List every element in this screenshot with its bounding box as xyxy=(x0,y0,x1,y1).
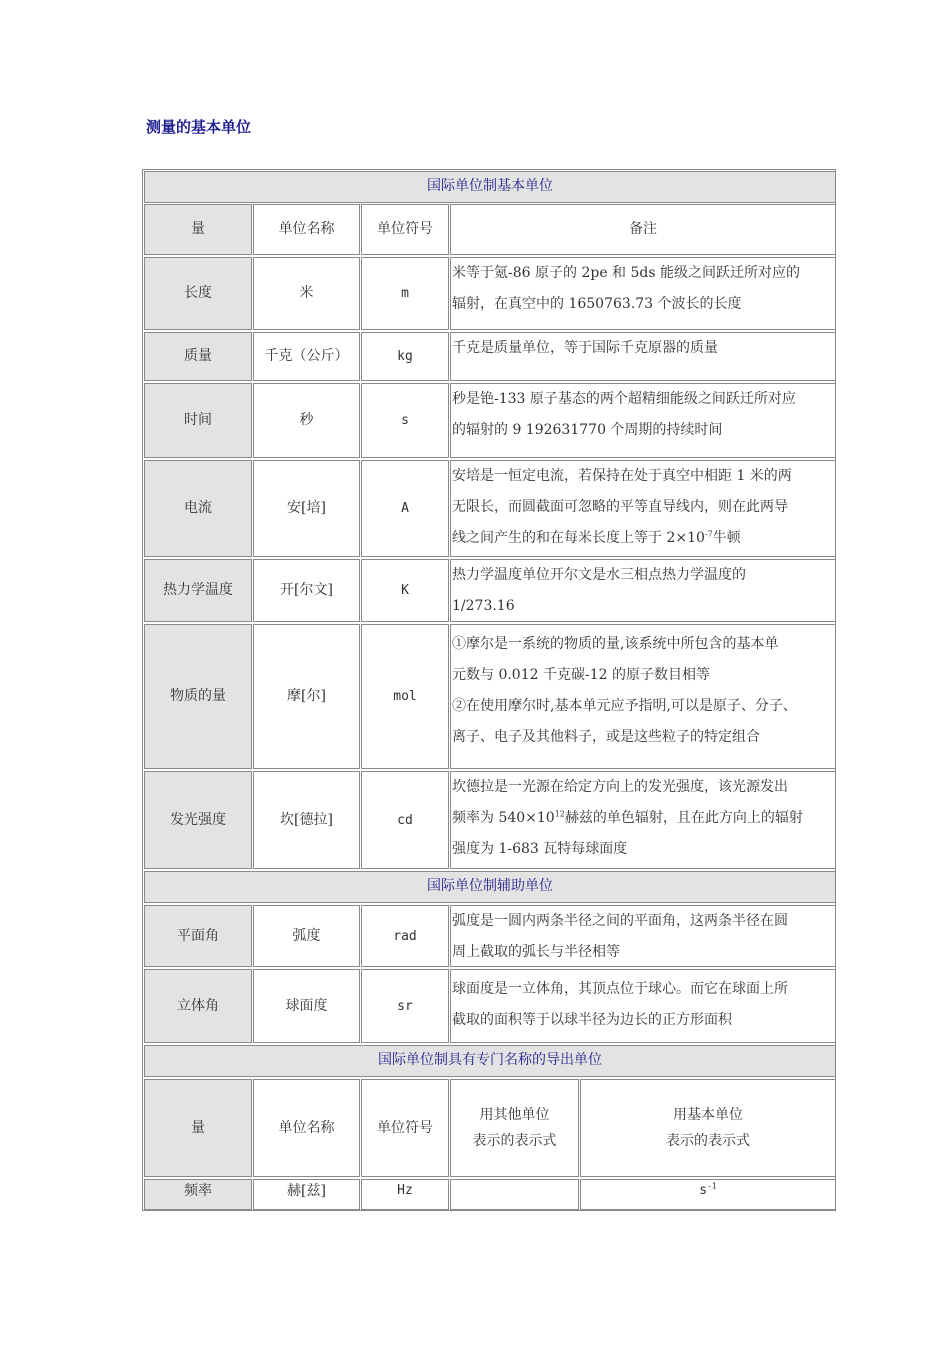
row-amount-quantity: 物质的量 xyxy=(144,624,252,769)
derived-header-unit-name: 单位名称 xyxy=(253,1079,360,1177)
note-line: 千克是质量单位，等于国际千克原器的质量 xyxy=(452,340,718,356)
row-frequency-unit-symbol: Hz xyxy=(361,1179,449,1210)
row-current-quantity: 电流 xyxy=(144,460,252,557)
note-line: 周上截取的弧长与半径相等 xyxy=(452,944,620,960)
header-unit-name: 单位名称 xyxy=(253,204,360,255)
note-line: 热力学温度单位开尔文是水三相点热力学温度的 xyxy=(452,567,746,583)
note-text: 线之间产生的和在每米长度上等于 2×10 xyxy=(452,530,705,546)
row-solid-angle-quantity: 立体角 xyxy=(144,969,252,1043)
note-line: 弧度是一圆内两条半径之间的平面角，这两条半径在圆 xyxy=(452,913,788,929)
note-text: 牛顿 xyxy=(712,530,741,546)
header-line: 用其他单位 xyxy=(479,1107,550,1123)
row-mass-quantity: 质量 xyxy=(144,332,252,381)
row-mass-unit-symbol: kg xyxy=(361,332,449,381)
note-line xyxy=(452,523,834,554)
note-line: ①摩尔是一系统的物质的量,该系统中所包含的基本单 xyxy=(452,636,779,652)
header-quantity: 量 xyxy=(144,204,252,255)
exponent: -1 xyxy=(707,1181,717,1191)
section-header-derived-units: 国际单位制具有专门名称的导出单位 xyxy=(144,1045,836,1077)
row-plane-angle-unit-symbol: rad xyxy=(361,905,449,967)
row-frequency-base-expression xyxy=(580,1179,836,1210)
note-text: 赫兹的单色辐射，且在此方向上的辐射 xyxy=(564,810,803,826)
note-line: 离子、电子及其他料子，或是这些粒子的特定组合 xyxy=(452,729,760,745)
row-current-note xyxy=(450,460,836,557)
note-line: 米等于氪-86 原子的 2pe 和 5ds 能级之间跃迁所对应的 xyxy=(452,265,801,281)
row-frequency-other-expression xyxy=(450,1179,579,1210)
note-line xyxy=(452,803,834,834)
row-plane-angle-unit-name: 弧度 xyxy=(253,905,360,967)
row-temperature-unit-symbol: K xyxy=(361,559,449,622)
row-solid-angle-note xyxy=(450,969,836,1043)
note-line: 的辐射的 9 192631770 个周期的持续时间 xyxy=(452,422,723,438)
row-time-unit-symbol: s xyxy=(361,383,449,458)
row-current-unit-name: 安[培] xyxy=(253,460,360,557)
header-unit-symbol: 单位符号 xyxy=(361,204,449,255)
row-luminous-unit-symbol: cd xyxy=(361,771,449,869)
section-header-supplementary-units: 国际单位制辅助单位 xyxy=(144,871,836,903)
note-line: 无限长，而圆截面可忽略的平等直导线内，则在此两导 xyxy=(452,499,788,515)
row-temperature-note xyxy=(450,559,836,622)
derived-header-quantity: 量 xyxy=(144,1079,252,1177)
note-line: 坎德拉是一光源在给定方向上的发光强度，该光源发出 xyxy=(452,779,788,795)
row-mass-unit-name: 千克（公斤） xyxy=(253,332,360,381)
row-length-unit-name: 米 xyxy=(253,257,360,330)
derived-header-unit-symbol: 单位符号 xyxy=(361,1079,449,1177)
row-length-note xyxy=(450,257,836,330)
derived-header-base-units-expression xyxy=(580,1079,836,1177)
row-plane-angle-note xyxy=(450,905,836,967)
note-line: 秒是铯-133 原子基态的两个超精细能级之间跃迁所对应 xyxy=(452,391,796,407)
note-line: 截取的面积等于以球半径为边长的正方形面积 xyxy=(452,1012,732,1028)
expression-text: s xyxy=(699,1183,708,1198)
note-line: 安培是一恒定电流，若保持在处于真空中相距 1 米的两 xyxy=(452,468,792,484)
row-current-unit-symbol: A xyxy=(361,460,449,557)
note-line: ②在使用摩尔时,基本单元应予指明,可以是原子、分子、 xyxy=(452,698,797,714)
row-time-quantity: 时间 xyxy=(144,383,252,458)
units-table xyxy=(142,169,836,1211)
row-frequency-quantity: 频率 xyxy=(144,1179,252,1210)
row-luminous-unit-name: 坎[德拉] xyxy=(253,771,360,869)
exponent: 12 xyxy=(554,809,565,819)
row-solid-angle-unit-symbol: sr xyxy=(361,969,449,1043)
row-length-unit-symbol: m xyxy=(361,257,449,330)
header-line: 用基本单位 xyxy=(673,1107,743,1123)
row-temperature-quantity: 热力学温度 xyxy=(144,559,252,622)
derived-header-other-units-expression xyxy=(450,1079,579,1177)
row-solid-angle-unit-name: 球面度 xyxy=(253,969,360,1043)
note-line: 辐射，在真空中的 1650763.73 个波长的长度 xyxy=(452,296,742,312)
note-line: 球面度是一立体角，其顶点位于球心。而它在球面上所 xyxy=(452,981,788,997)
exponent: -7 xyxy=(704,529,713,539)
row-time-unit-name: 秒 xyxy=(253,383,360,458)
header-line: 表示的表示式 xyxy=(472,1133,557,1149)
row-amount-unit-name: 摩[尔] xyxy=(253,624,360,769)
row-plane-angle-quantity: 平面角 xyxy=(144,905,252,967)
row-amount-note xyxy=(450,624,836,769)
section-header-base-units: 国际单位制基本单位 xyxy=(144,171,836,203)
header-line: 表示的表示式 xyxy=(666,1133,750,1149)
page-title: 测量的基本单位 xyxy=(146,118,252,136)
row-length-quantity: 长度 xyxy=(144,257,252,330)
note-line: 1/273.16 xyxy=(452,598,515,614)
row-time-note xyxy=(450,383,836,458)
note-line: 强度为 1-683 瓦特每球面度 xyxy=(452,841,628,857)
row-frequency-unit-name: 赫[兹] xyxy=(253,1179,360,1210)
row-mass-note xyxy=(450,332,836,381)
header-note: 备注 xyxy=(450,204,836,255)
row-temperature-unit-name: 开[尔文] xyxy=(253,559,360,622)
note-line: 元数与 0.012 千克碳-12 的原子数目相等 xyxy=(452,667,710,683)
row-amount-unit-symbol: mol xyxy=(361,624,449,769)
row-luminous-quantity: 发光强度 xyxy=(144,771,252,869)
row-luminous-note xyxy=(450,771,836,869)
note-text: 频率为 540×10 xyxy=(452,810,555,826)
